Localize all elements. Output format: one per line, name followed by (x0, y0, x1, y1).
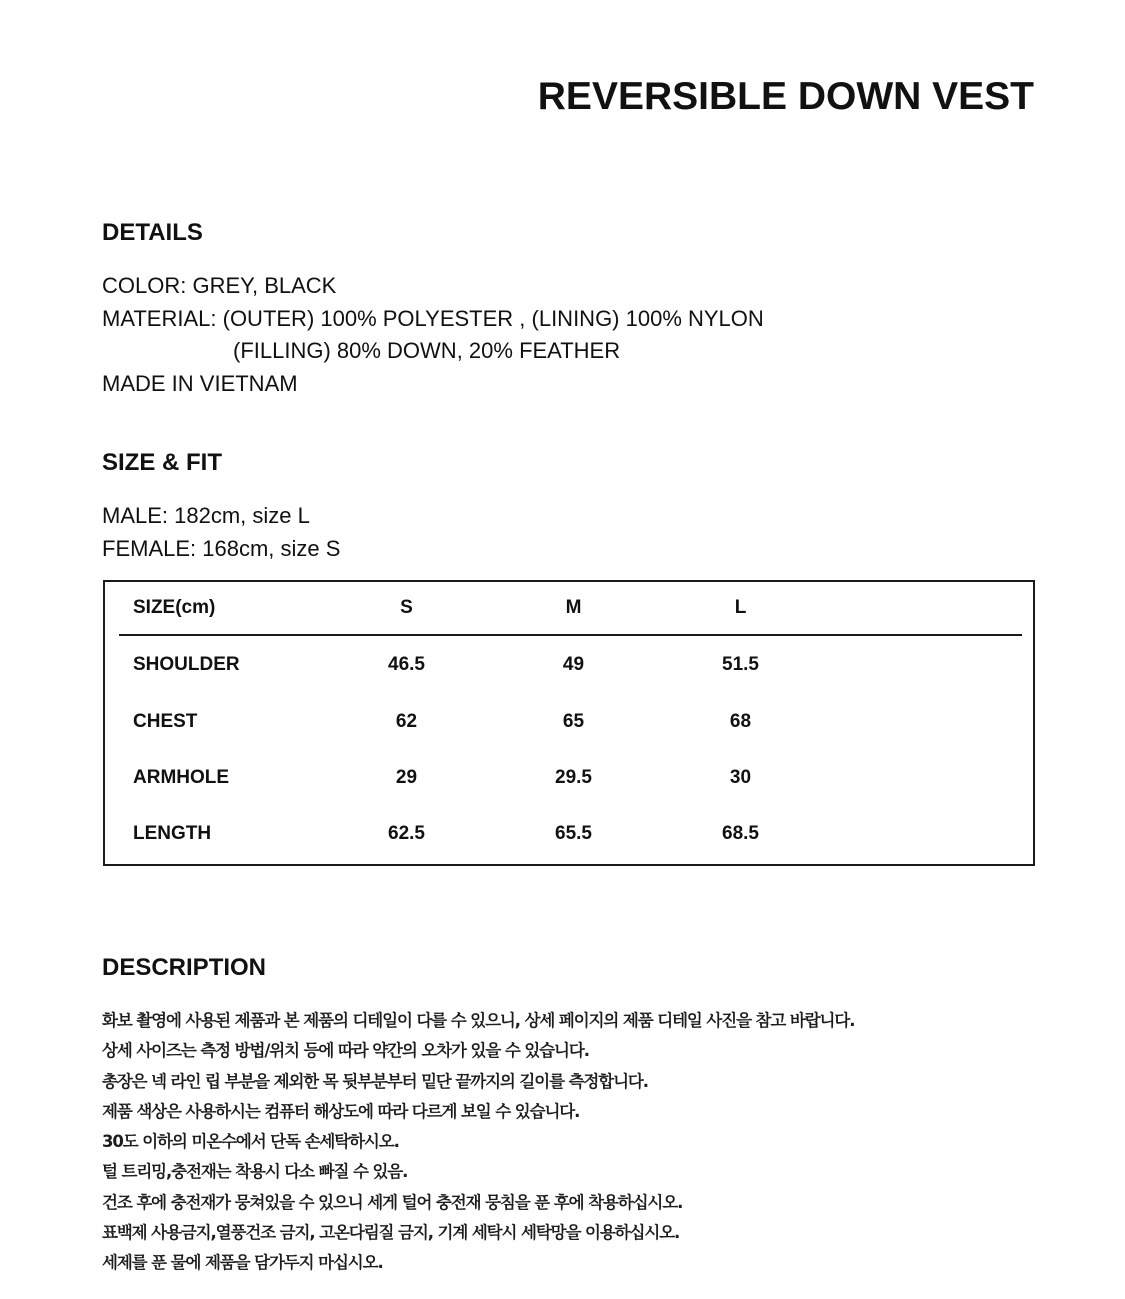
cell-value: 29 (395, 767, 418, 788)
cell-value: 68.5 (722, 823, 759, 844)
details-section (102, 270, 764, 400)
cell-value: 65.5 (555, 823, 592, 844)
table-row (119, 694, 1022, 750)
description-line: 표백제 사용금지,열풍건조 금지, 고온다림질 금지, 기계 세탁시 세탁망을 이용하십시오. (102, 1223, 680, 1243)
description-list (102, 1006, 854, 1279)
description-line: 총장은 넥 라인 립 부분을 제외한 목 뒷부분부터 밑단 끝까지의 길이를 측정합니다. (102, 1071, 648, 1091)
table-row (119, 635, 1022, 694)
cell-value: 51.5 (722, 654, 759, 675)
cell-value: 29.5 (555, 767, 592, 788)
size-chart-table (119, 582, 1022, 862)
product-title: REVERSIBLE DOWN VEST (537, 75, 1034, 118)
color-line: COLOR: GREY, BLACK (102, 273, 337, 298)
size-header-l: L (657, 582, 824, 635)
description-line: 상세 사이즈는 측정 방법/위치 등에 따라 약간의 오차가 있을 수 있습니다. (102, 1041, 589, 1061)
table-row (119, 806, 1022, 862)
female-model-fit: FEMALE: 168cm, size S (102, 535, 341, 561)
male-model-fit: MALE: 182cm, size L (102, 503, 310, 528)
description-line: 30도 이하의 미온수에서 단독 손세탁하시오. (102, 1132, 399, 1152)
details-heading: DETAILS (102, 219, 203, 246)
cell-value: 46.5 (388, 654, 425, 675)
row-label: ARMHOLE (133, 767, 230, 788)
row-spacer (824, 635, 1022, 694)
material-filling-line: (FILLING) 80% DOWN, 20% FEATHER (233, 338, 621, 363)
material-line: MATERIAL: (OUTER) 100% POLYESTER , (LINING) 100% NYLON (102, 305, 764, 331)
description-heading: DESCRIPTION (102, 954, 267, 981)
row-spacer (824, 806, 1022, 862)
description-line: 화보 촬영에 사용된 제품과 본 제품의 디테일이 다를 수 있으니, 상세 페이지의 제품 디테일 사진을 참고 바랍니다. (102, 1011, 855, 1030)
row-label: SHOULDER (133, 654, 240, 675)
table-row (119, 750, 1022, 806)
description-line: 털 트리밍,충전재는 착용시 다소 빠질 수 있음. (102, 1162, 408, 1182)
description-line: 세제를 푼 물에 제품을 담가두지 마십시오. (102, 1253, 383, 1273)
row-label: LENGTH (133, 823, 212, 844)
row-label: CHEST (133, 711, 198, 732)
cell-value: 49 (562, 654, 585, 675)
cell-value: 68 (729, 711, 752, 732)
size-chart-header-row (119, 582, 1022, 635)
cell-value: 62 (395, 711, 418, 732)
row-spacer (824, 694, 1022, 750)
cell-value: 30 (729, 767, 752, 788)
origin-line: MADE IN VIETNAM (102, 370, 298, 396)
size-fit-section (102, 500, 340, 565)
description-line: 건조 후에 충전재가 뭉쳐있을 수 있으니 세게 털어 충전재 뭉침을 푼 후에 착용하십시오. (102, 1192, 683, 1212)
size-header-m: M (490, 582, 657, 635)
size-chart-box (103, 580, 1035, 866)
size-header-s: S (323, 582, 490, 635)
description-line: 제품 색상은 사용하시는 컴퓨터 해상도에 따라 다르게 보일 수 있습니다. (102, 1101, 580, 1121)
size-chart-header-label: SIZE(cm) (119, 582, 323, 635)
cell-value: 62.5 (388, 823, 425, 844)
header-spacer (824, 582, 1022, 635)
size-fit-heading: SIZE & FIT (102, 449, 222, 476)
row-spacer (824, 750, 1022, 806)
cell-value: 65 (562, 711, 585, 732)
